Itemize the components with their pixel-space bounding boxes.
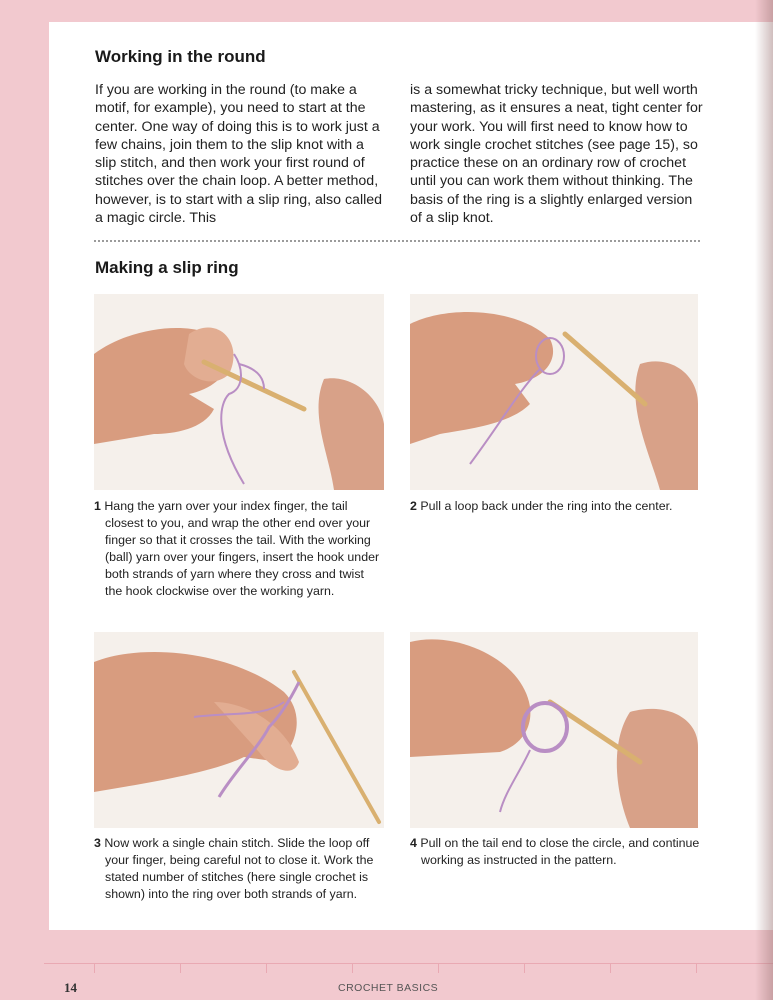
running-head: CROCHET BASICS bbox=[338, 982, 439, 994]
footer-tick bbox=[180, 963, 181, 973]
footer-tick bbox=[610, 963, 611, 973]
step-4-text: Pull on the tail end to close the circle, and continue working as instructed in the pattern. bbox=[420, 836, 700, 867]
step-1-number: 1 bbox=[94, 499, 101, 513]
step-1-caption bbox=[94, 498, 384, 600]
footer-tick bbox=[352, 963, 353, 973]
step-2-photo bbox=[410, 294, 698, 490]
section-heading-making-a-slip-ring: Making a slip ring bbox=[95, 258, 239, 277]
footer-tick bbox=[94, 963, 95, 973]
step-1-photo bbox=[94, 294, 384, 490]
footer-tick bbox=[524, 963, 525, 973]
intro-column-left: If you are working in the round (to make a motif, for example), you need to start at the center. One way of doing this is to work just a few chains, join them to the slip knot with a slip stitch, and then work your first round of stitches over the chain loop. A better method, however, is to start with a slip ring, also called a magic circle. This bbox=[95, 82, 383, 227]
dotted-divider bbox=[94, 240, 700, 242]
footer-rule bbox=[44, 963, 773, 974]
step-4-photo bbox=[410, 632, 698, 828]
step-4-caption bbox=[410, 835, 700, 869]
step-3-caption bbox=[94, 835, 386, 903]
footer-tick bbox=[438, 963, 439, 973]
step-2-caption bbox=[410, 498, 700, 515]
page-number: 14 bbox=[64, 980, 77, 995]
step-3-text: Now work a single chain stitch. Slide the loop off your finger, being careful not to close it. Work the stated number of stitches (here single crochet is shown) into the ring over both strands of yarn. bbox=[104, 836, 374, 901]
step-2-number: 2 bbox=[410, 499, 417, 513]
footer-tick bbox=[696, 963, 697, 973]
intro-column-right: is a somewhat tricky technique, but well worth mastering, as it ensures a neat, tight center for your work. You will first need to know how to work single crochet stitches (see page 15), so practice these on an ordinary row of crochet until you can work them without thinking. The basis of the ring is a slightly enlarged version of a slip knot. bbox=[410, 82, 703, 227]
step-3-number: 3 bbox=[94, 836, 101, 850]
step-4-number: 4 bbox=[410, 836, 417, 850]
footer-tick bbox=[266, 963, 267, 973]
step-1-text: Hang the yarn over your index finger, the tail closest to you, and wrap the other end over your finger so that it crosses the tail. With the working (ball) yarn over your fingers, insert the hook under both strands of yarn where they cross and twist the hook clockwise over the working yarn. bbox=[104, 499, 380, 598]
section-heading-working-in-the-round: Working in the round bbox=[95, 47, 266, 66]
page-edge-shadow bbox=[755, 0, 773, 1000]
step-2-text: Pull a loop back under the ring into the center. bbox=[420, 499, 673, 513]
step-3-photo bbox=[94, 632, 384, 828]
